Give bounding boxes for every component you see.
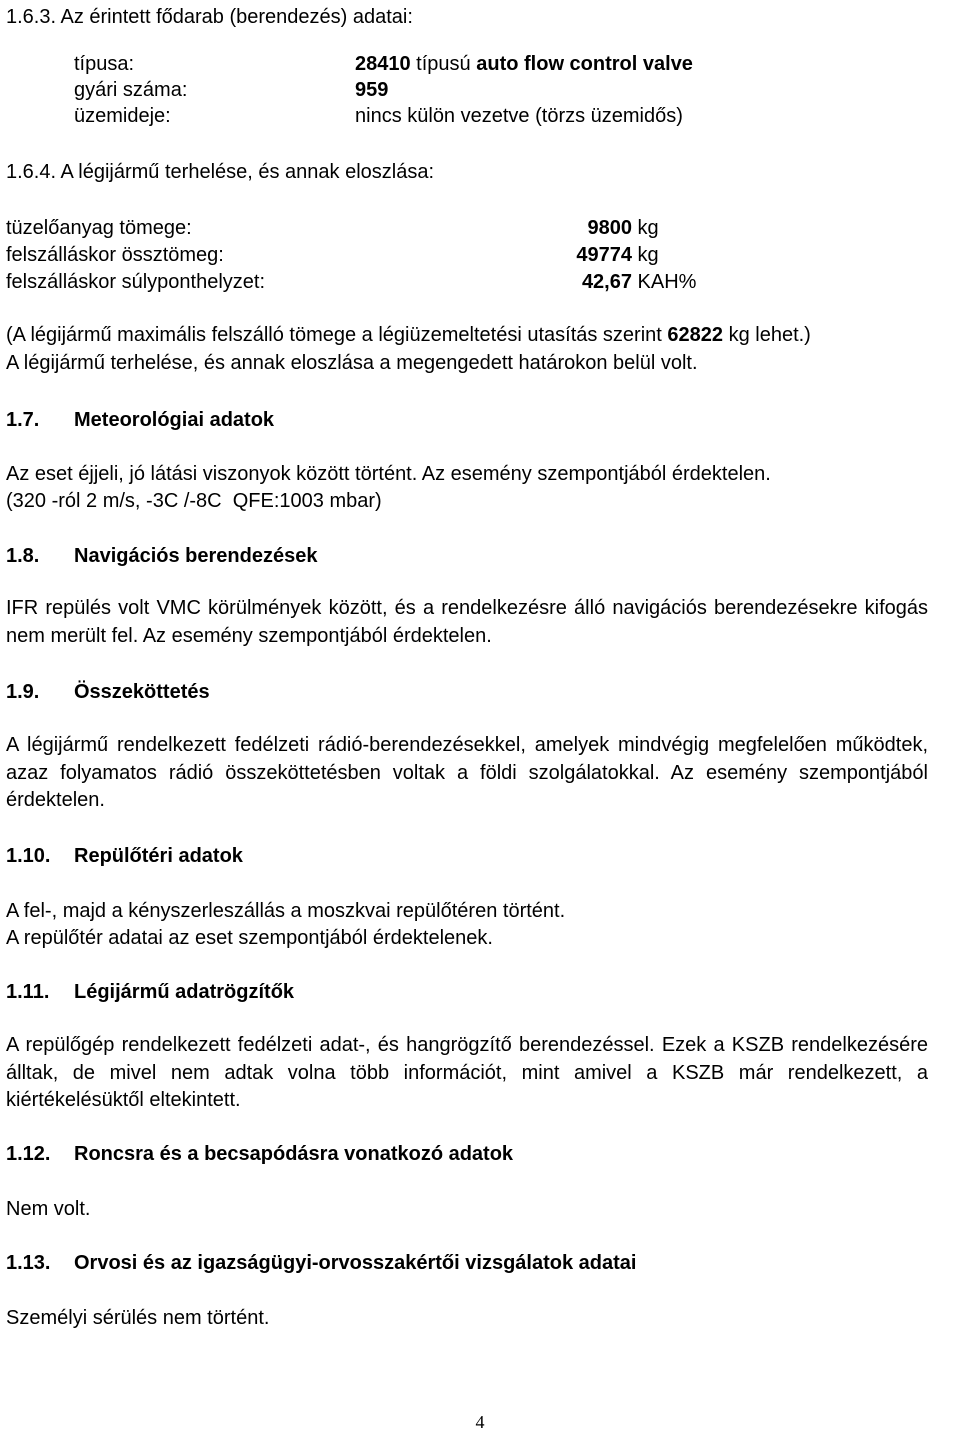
- section-title: Navigációs berendezések: [74, 545, 318, 567]
- takeoff-weight-label: felszálláskor össztömeg:: [6, 244, 224, 266]
- takeoff-weight-unit: kg: [632, 244, 659, 266]
- section-number: 1.12.: [6, 1143, 51, 1165]
- navigation-paragraph: IFR repülés volt VMC körülmények között, és a rendelkezésre álló navigációs berendezésekre kifogás nem merült fel. Az esemény szempontjából érdektelen.: [6, 597, 928, 647]
- section-1-10-heading: [6, 844, 243, 868]
- section-title: Roncsra és a becsapódásra vonatkozó adatok: [74, 1143, 514, 1165]
- section-1-12-heading: [6, 1142, 513, 1166]
- load-within-limits-text: A légijármű terhelése, és annak eloszlása a megengedett határokon belül volt.: [6, 352, 698, 374]
- wreckage-text: Nem volt.: [6, 1198, 91, 1220]
- serial-label: gyári száma:: [74, 79, 188, 101]
- meteo-text-2: (320 -ról 2 m/s, -3C /-8C QFE:1003 mbar): [6, 490, 382, 512]
- section-number: 1.10.: [6, 845, 51, 867]
- section-number: 1.7.: [6, 409, 40, 431]
- section-1-7-heading: [6, 408, 274, 432]
- section-1-6-4-heading: 1.6.4. A légijármű terhelése, és annak eloszlása:: [6, 161, 435, 183]
- serial-value: 959: [355, 79, 389, 101]
- section-title: Légijármű adatrögzítők: [74, 981, 295, 1003]
- section-1-11-heading: [6, 980, 294, 1004]
- type-value: [355, 52, 693, 76]
- medical-text: Személyi sérülés nem történt.: [6, 1307, 270, 1329]
- section-number: 1.9.: [6, 681, 40, 703]
- meteo-text-1: Az eset éjjeli, jó látási viszonyok között történt. Az esemény szempontjából érdektelen.: [6, 463, 771, 485]
- section-number: 1.13.: [6, 1252, 51, 1274]
- section-1-13-heading: [6, 1251, 636, 1275]
- type-name: auto flow control valve: [476, 53, 693, 75]
- fuel-value: [564, 216, 659, 240]
- takeoff-weight-number: 49774: [576, 244, 632, 266]
- communication-paragraph: A légijármű rendelkezett fedélzeti rádió-berendezésekkel, amelyek mindvégig megfelelően működtek, azaz folyamatos rádió összeköttetésben voltak a földi szolgálatokkal. Az esemény szempontjából érdektelen.: [6, 734, 928, 811]
- section-1-6-3-heading: 1.6.3. Az érintett fődarab (berendezés) adatai:: [6, 6, 413, 28]
- airport-text-1: A fel-, majd a kényszerleszállás a moszkvai repülőtéren történt.: [6, 900, 566, 922]
- fuel-unit: kg: [632, 217, 659, 239]
- note-max-weight: 62822: [667, 324, 724, 346]
- note-text-b: kg lehet.): [723, 324, 811, 346]
- hours-label: üzemideje:: [74, 105, 171, 127]
- section-title: Orvosi és az igazságügyi-orvosszakértői vizsgálatok adatai: [74, 1252, 637, 1274]
- type-label: típusa:: [74, 53, 135, 75]
- note-text-a: (A légijármű maximális felszálló tömege a légiüzemeltetési utasítás szerint: [6, 324, 668, 346]
- cg-unit: KAH%: [632, 271, 697, 293]
- type-number: 28410: [355, 53, 411, 75]
- section-title: Repülőtéri adatok: [74, 845, 243, 867]
- section-title: Meteorológiai adatok: [74, 409, 275, 431]
- type-connector: típusú: [410, 53, 477, 75]
- section-1-9-heading: [6, 680, 210, 704]
- section-number: 1.11.: [6, 981, 50, 1003]
- recorders-paragraph: A repülőgép rendelkezett fedélzeti adat-, és hangrögzítő berendezéssel. Ezek a KSZB rendelkezésére álltak, de mivel nem adtak volna több információt, mint amivel a KSZB már rendelkezett, a kiértékelésüktől eltekintett.: [6, 1034, 928, 1111]
- fuel-label: tüzelőanyag tömege:: [6, 217, 192, 239]
- max-takeoff-note: [6, 323, 811, 347]
- section-title: Összeköttetés: [74, 681, 210, 703]
- page-number: 4: [475, 1412, 485, 1432]
- section-1-8-heading: [6, 544, 317, 568]
- airport-text-2: A repülőtér adatai az eset szempontjából érdektelenek.: [6, 927, 493, 949]
- cg-value: [564, 270, 696, 294]
- fuel-number: 9800: [587, 217, 632, 239]
- hours-value: nincs külön vezetve (törzs üzemidős): [355, 105, 683, 127]
- section-number: 1.8.: [6, 545, 40, 567]
- takeoff-weight-value: [564, 243, 659, 267]
- cg-label: felszálláskor súlyponthelyzet:: [6, 271, 266, 293]
- cg-number: 42,67: [581, 271, 632, 293]
